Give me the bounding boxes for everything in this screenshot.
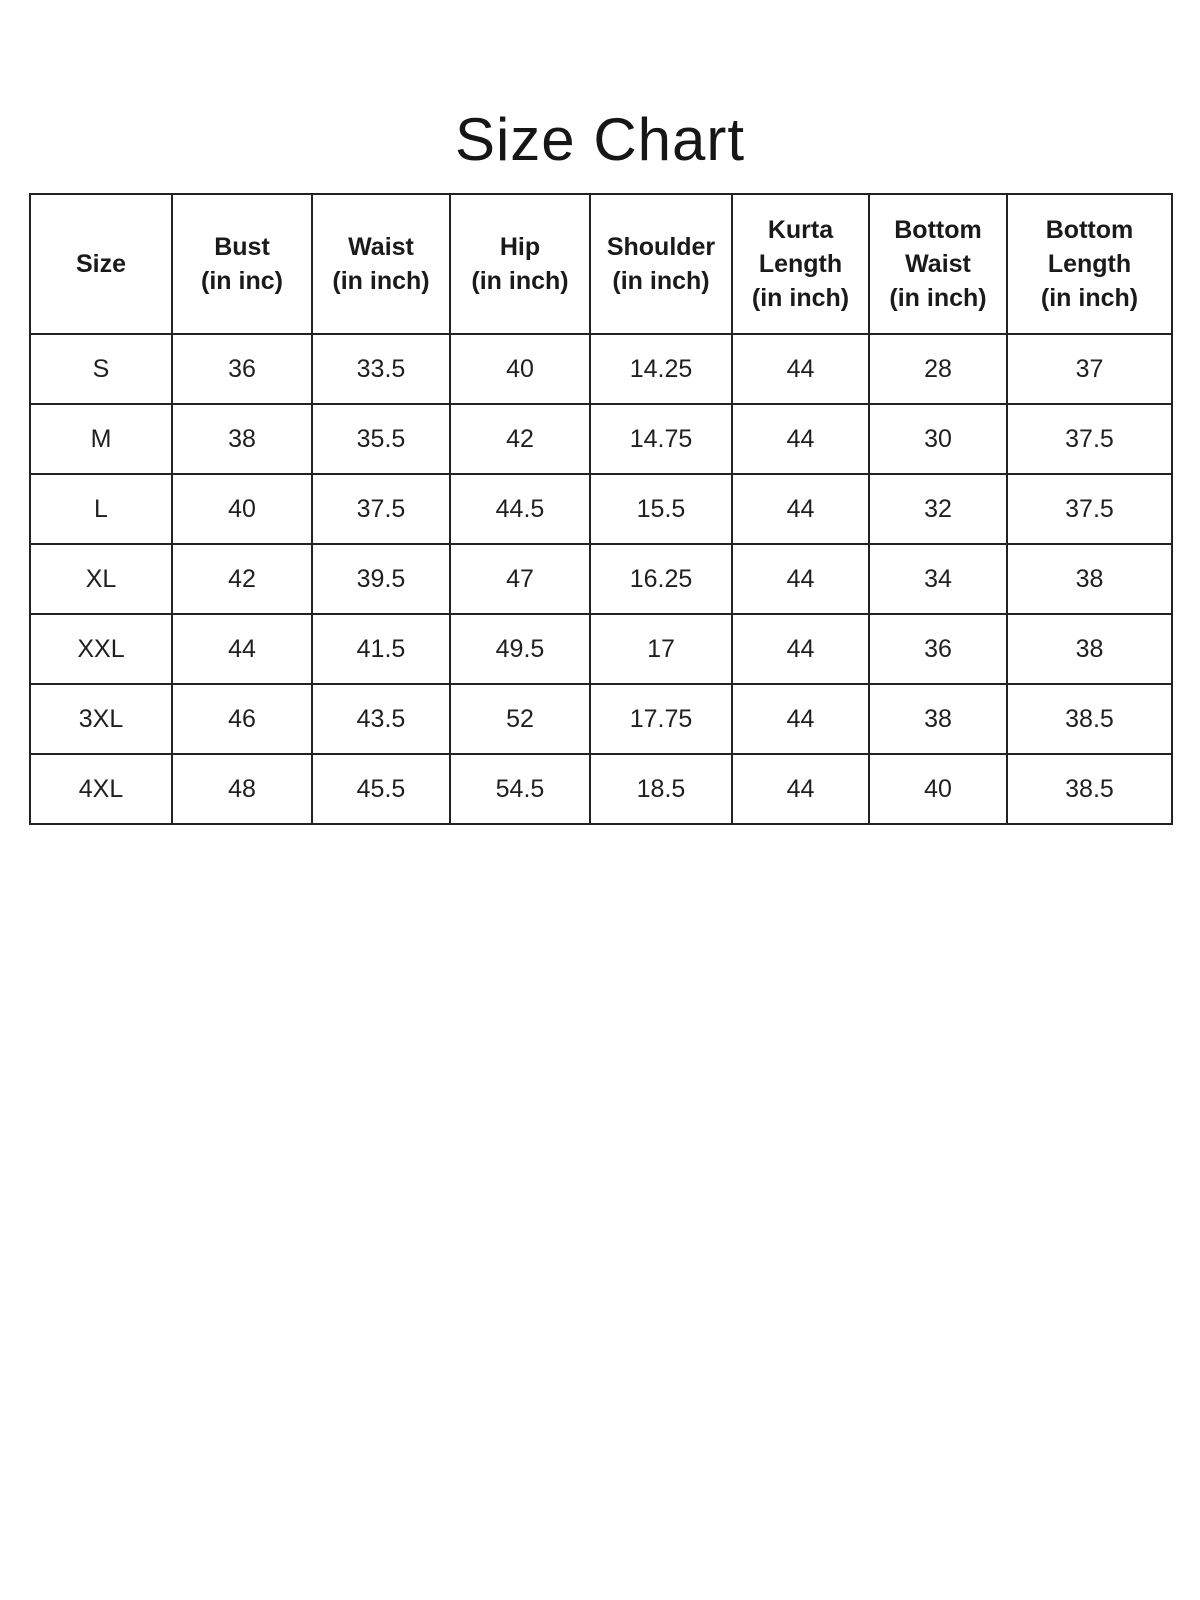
cell-waist: 37.5 [312, 474, 450, 544]
cell-kurta-length: 44 [732, 754, 869, 824]
column-header-shoulder [590, 194, 732, 334]
cell-shoulder: 17.75 [590, 684, 732, 754]
cell-bust: 38 [172, 404, 312, 474]
cell-bottom-length: 37 [1007, 334, 1172, 404]
cell-hip: 40 [450, 334, 590, 404]
cell-hip: 54.5 [450, 754, 590, 824]
cell-size: XL [30, 544, 172, 614]
size-chart-table [29, 193, 1173, 825]
header-line: Kurta [767, 216, 834, 244]
cell-kurta-length: 44 [732, 614, 869, 684]
column-header-bottom-length [1007, 194, 1172, 334]
cell-kurta-length: 44 [732, 474, 869, 544]
cell-size: M [30, 404, 172, 474]
cell-shoulder: 14.75 [590, 404, 732, 474]
cell-hip: 47 [450, 544, 590, 614]
cell-bust: 48 [172, 754, 312, 824]
header-line: Hip [499, 233, 541, 261]
header-row [30, 194, 1172, 334]
cell-bottom-waist: 34 [869, 544, 1007, 614]
cell-waist: 39.5 [312, 544, 450, 614]
header-line: Waist [348, 233, 414, 261]
table-row-xxl [30, 614, 1172, 684]
cell-hip: 49.5 [450, 614, 590, 684]
column-header-bust [172, 194, 312, 334]
header-line: Length [758, 250, 843, 278]
cell-bottom-length: 37.5 [1007, 404, 1172, 474]
cell-size: S [30, 334, 172, 404]
cell-bottom-waist: 32 [869, 474, 1007, 544]
cell-hip: 52 [450, 684, 590, 754]
cell-shoulder: 14.25 [590, 334, 732, 404]
column-header-size [30, 194, 172, 334]
cell-bottom-waist: 36 [869, 614, 1007, 684]
cell-bottom-waist: 28 [869, 334, 1007, 404]
header-line: (in inch) [889, 284, 987, 312]
header-line: (in inch) [612, 267, 710, 295]
column-header-waist [312, 194, 450, 334]
cell-bottom-waist: 38 [869, 684, 1007, 754]
cell-shoulder: 15.5 [590, 474, 732, 544]
cell-bust: 36 [172, 334, 312, 404]
table-row-s [30, 334, 1172, 404]
cell-size: XXL [30, 614, 172, 684]
cell-shoulder: 18.5 [590, 754, 732, 824]
cell-kurta-length: 44 [732, 334, 869, 404]
cell-bust: 44 [172, 614, 312, 684]
header-line: Bust [214, 233, 270, 261]
cell-waist: 45.5 [312, 754, 450, 824]
cell-waist: 41.5 [312, 614, 450, 684]
cell-kurta-length: 44 [732, 684, 869, 754]
cell-bust: 46 [172, 684, 312, 754]
cell-bust: 40 [172, 474, 312, 544]
cell-waist: 35.5 [312, 404, 450, 474]
table-row-xl [30, 544, 1172, 614]
table-row-m [30, 404, 1172, 474]
header-line: (in inch) [1040, 284, 1139, 312]
header-line: Size [75, 250, 127, 278]
header-line: (in inch) [332, 267, 430, 295]
cell-size: 4XL [30, 754, 172, 824]
cell-bottom-length: 38.5 [1007, 684, 1172, 754]
header-line: (in inch) [751, 284, 850, 312]
table-row-3xl [30, 684, 1172, 754]
cell-kurta-length: 44 [732, 544, 869, 614]
cell-bust: 42 [172, 544, 312, 614]
cell-shoulder: 16.25 [590, 544, 732, 614]
cell-kurta-length: 44 [732, 404, 869, 474]
cell-bottom-length: 38 [1007, 614, 1172, 684]
cell-size: 3XL [30, 684, 172, 754]
column-header-kurta-length [732, 194, 869, 334]
cell-shoulder: 17 [590, 614, 732, 684]
header-line: Bottom [894, 216, 982, 244]
header-line: (in inch) [471, 267, 569, 295]
column-header-bottom-waist [869, 194, 1007, 334]
cell-bottom-length: 38.5 [1007, 754, 1172, 824]
header-line: (in inc) [201, 267, 283, 295]
cell-hip: 42 [450, 404, 590, 474]
header-line: Bottom [1045, 216, 1134, 244]
cell-waist: 43.5 [312, 684, 450, 754]
header-line: Waist [905, 250, 971, 278]
cell-bottom-waist: 30 [869, 404, 1007, 474]
cell-size: L [30, 474, 172, 544]
column-header-hip [450, 194, 590, 334]
cell-waist: 33.5 [312, 334, 450, 404]
cell-bottom-length: 37.5 [1007, 474, 1172, 544]
cell-bottom-waist: 40 [869, 754, 1007, 824]
cell-bottom-length: 38 [1007, 544, 1172, 614]
table-row-l [30, 474, 1172, 544]
page-title: Size Chart [454, 106, 746, 174]
cell-hip: 44.5 [450, 474, 590, 544]
table-row-4xl [30, 754, 1172, 824]
header-line: Shoulder [606, 233, 716, 261]
header-line: Length [1047, 250, 1132, 278]
